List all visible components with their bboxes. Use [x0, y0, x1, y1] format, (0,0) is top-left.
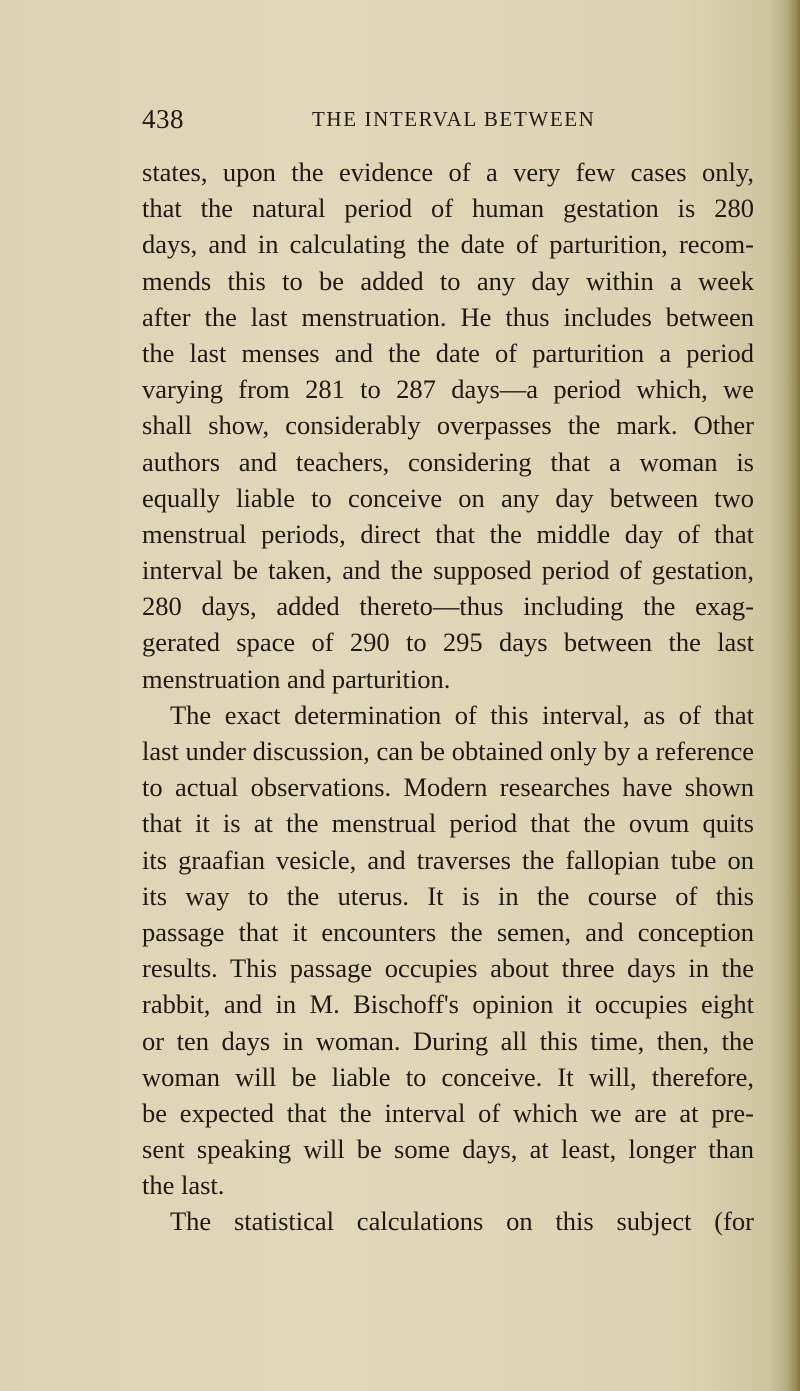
text-line: rabbit, and in M. Bischoff's opinion it occupies eight	[142, 989, 754, 1020]
text-line: interval be taken, and the supposed period of gestation,	[142, 555, 754, 586]
running-head: THE INTERVAL BETWEEN	[312, 107, 596, 131]
text-line: mends this to be added to any day within a week	[142, 265, 754, 296]
text-line: that it is at the menstrual period that the ovum quits	[142, 808, 754, 839]
text-line: The exact determination of this interval, as of that	[170, 699, 754, 730]
text-line: or ten days in woman. During all this time, then, the	[142, 1025, 754, 1056]
text-line: passage that it encounters the semen, and conception	[142, 916, 754, 947]
page-edge-shadow	[786, 0, 800, 1391]
text-line: menstrual periods, direct that the middle day of that	[142, 518, 754, 549]
page-header	[142, 100, 762, 140]
text-line: The statistical calculations on this subject (for	[170, 1206, 754, 1237]
text-line: gerated space of 290 to 295 days between the last	[142, 627, 754, 658]
text-line: equally liable to conceive on any day between two	[142, 482, 754, 513]
text-line: its way to the uterus. It is in the course of this	[142, 880, 754, 911]
text-line: authors and teachers, considering that a woman is	[142, 446, 754, 477]
text-line: shall show, considerably overpasses the mark. Other	[142, 410, 754, 441]
text-line: woman will be liable to conceive. It will, therefore,	[142, 1061, 754, 1092]
text-line: that the natural period of human gestation is 280	[142, 193, 754, 224]
text-line: days, and in calculating the date of parturition, recom-	[142, 229, 754, 260]
text-line: after the last menstruation. He thus includes between	[142, 301, 754, 332]
text-line: to actual observations. Modern researches have shown	[142, 772, 754, 803]
text-line: menstruation and parturition.	[142, 663, 451, 694]
text-line: be expected that the interval of which we are at pre-	[142, 1097, 754, 1128]
text-line: sent speaking will be some days, at least, longer than	[142, 1134, 754, 1165]
text-line: results. This passage occupies about three days in the	[142, 953, 754, 984]
page-number: 438	[142, 104, 184, 134]
text-line: its graafian vesicle, and traverses the fallopian tube on	[142, 844, 754, 875]
text-line: last under discussion, can be obtained only by a reference	[142, 736, 754, 766]
body-text	[142, 154, 754, 1240]
text-line: varying from 281 to 287 days—a period which, we	[142, 374, 754, 405]
text-line: the last menses and the date of parturition a period	[142, 337, 754, 368]
text-line: 280 days, added thereto—thus including the exag-	[142, 591, 754, 622]
text-line: the last.	[142, 1170, 225, 1201]
text-line: states, upon the evidence of a very few cases only,	[142, 157, 754, 187]
